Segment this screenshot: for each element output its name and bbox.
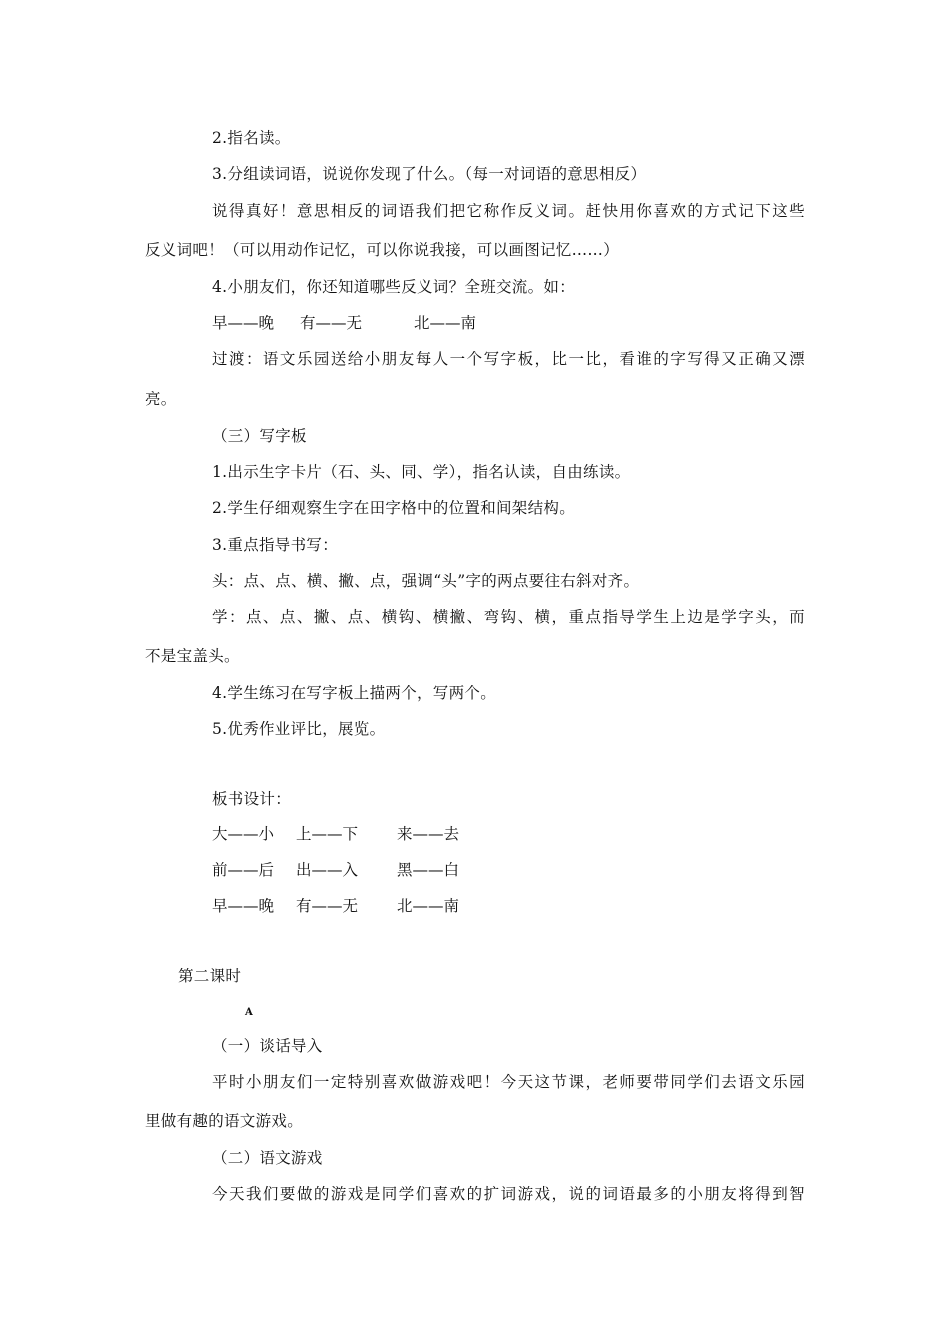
antonym-pair: 北——南 xyxy=(397,897,460,915)
antonym-pair: 来——去 xyxy=(397,825,460,843)
antonym-pair: 早——晚 xyxy=(212,314,275,332)
paragraph: 今天我们要做的游戏是同学们喜欢的扩词游戏，说的词语最多的小朋友将得到智 xyxy=(212,1185,805,1203)
paragraph: 里做有趣的语文游戏。 xyxy=(145,1112,304,1130)
section-heading: （二）语文游戏 xyxy=(212,1149,323,1167)
antonym-pair: 早——晚 xyxy=(212,897,275,915)
paragraph: 学：点、点、撇、点、横钩、横撇、弯钩、横，重点指导学生上边是学字头，而 xyxy=(212,608,805,626)
antonym-pair: 上——下 xyxy=(296,825,359,843)
paragraph: 亮。 xyxy=(145,390,177,408)
paragraph: 说得真好！意思相反的词语我们把它称作反义词。赶快用你喜欢的方式记下这些 xyxy=(212,202,805,220)
board-design-heading: 板书设计： xyxy=(212,790,292,808)
paragraph: 头：点、点、横、撇、点，强调“头”字的两点要往右斜对齐。 xyxy=(212,572,640,590)
antonym-pair: 北——南 xyxy=(414,314,477,332)
section-heading: （三）写字板 xyxy=(212,427,307,445)
antonym-pair: 大——小 xyxy=(212,825,275,843)
paragraph: 4.学生练习在写字板上描两个，写两个。 xyxy=(212,684,496,702)
paragraph: 不是宝盖头。 xyxy=(145,647,240,665)
antonym-pair: 有——无 xyxy=(296,897,359,915)
paragraph: 2.学生仔细观察生字在田字格中的位置和间架结构。 xyxy=(212,499,575,517)
paragraph: 3.重点指导书写： xyxy=(212,536,338,554)
paragraph: 5.优秀作业评比，展览。 xyxy=(212,720,386,738)
antonym-pair: 前——后 xyxy=(212,861,275,879)
lesson-heading: 第二课时 xyxy=(178,967,242,985)
antonym-pair: 出——入 xyxy=(296,861,359,879)
paragraph: 3.分组读词语，说说你发现了什么。（每一对词语的意思相反） xyxy=(212,165,647,183)
paragraph: 过渡：语文乐园送给小朋友每人一个写字板，比一比，看谁的字写得又正确又漂 xyxy=(212,350,805,368)
paragraph: 4.小朋友们，你还知道哪些反义词？全班交流。如： xyxy=(212,278,575,296)
paragraph: 平时小朋友们一定特别喜欢做游戏吧！今天这节课，老师要带同学们去语文乐园 xyxy=(212,1073,805,1091)
section-heading: （一）谈话导入 xyxy=(212,1037,323,1055)
paragraph: 反义词吧！（可以用动作记忆，可以你说我接，可以画图记忆……） xyxy=(145,241,620,259)
paragraph: 2.指名读。 xyxy=(212,129,291,147)
marker-letter: A xyxy=(245,1007,254,1018)
antonym-pair: 有——无 xyxy=(300,314,363,332)
antonym-pair: 黑——白 xyxy=(397,861,460,879)
paragraph: 1.出示生字卡片（石、头、同、学），指名认读，自由练读。 xyxy=(212,463,631,481)
